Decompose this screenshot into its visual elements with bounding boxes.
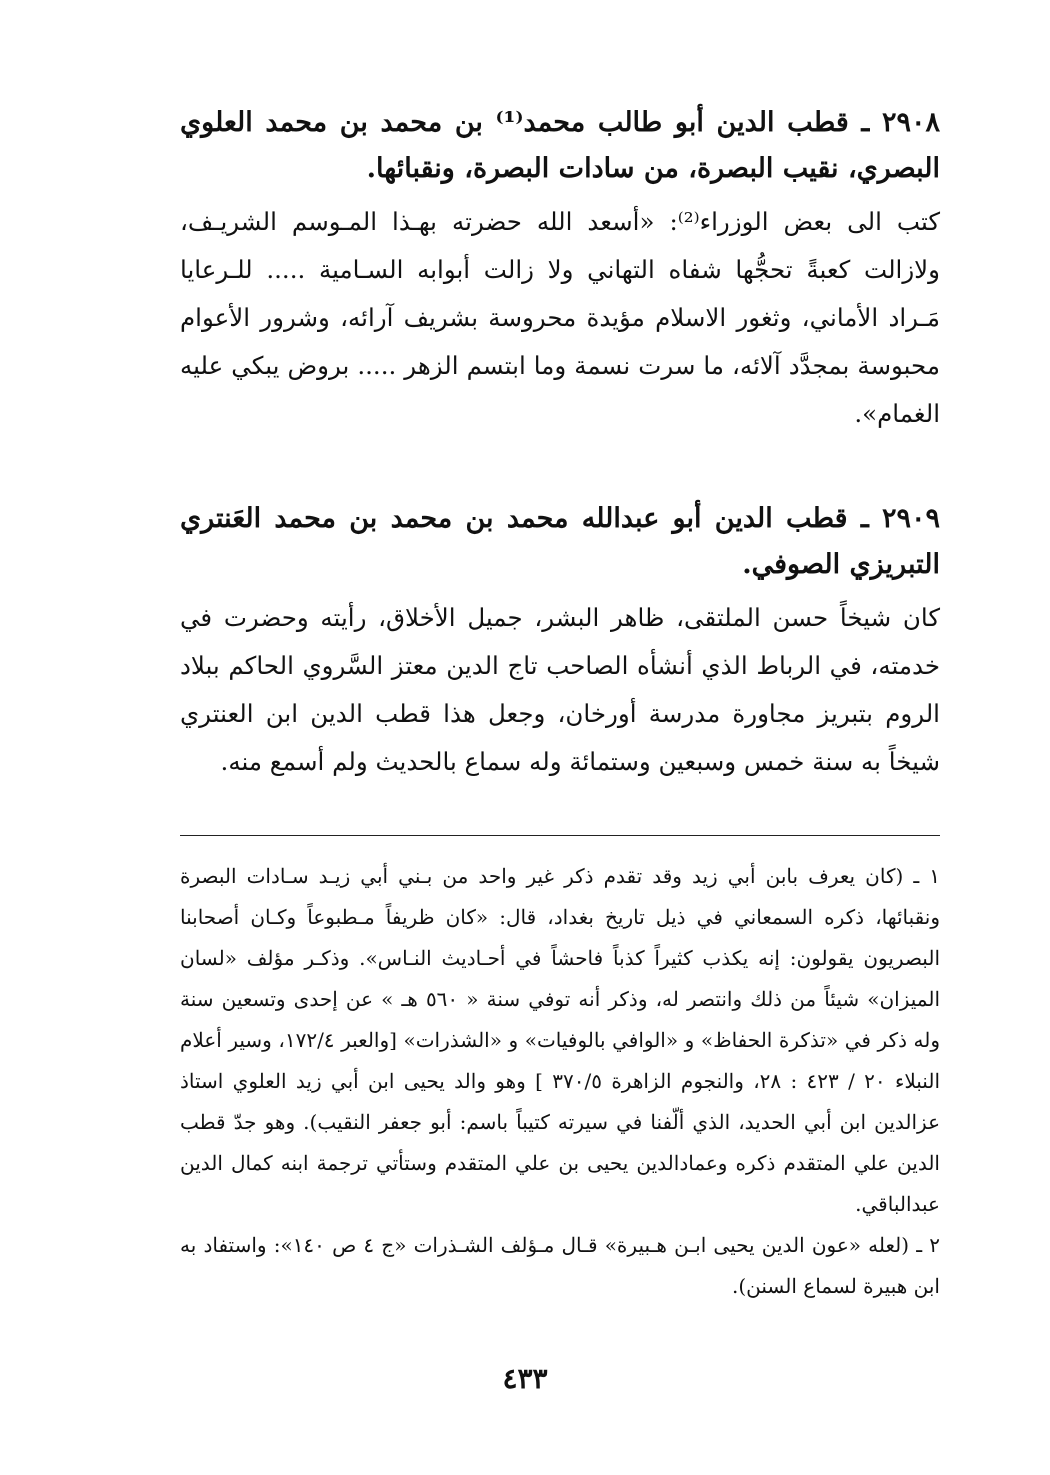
entry-title-2909: ٢٩٠٩ ـ قطب الدين أبو عبدالله محمد بن محمد بن محمد العَنتري التبريزي الصوفي. xyxy=(180,503,940,580)
entry-body-2908: كتب الى بعض الوزراء⁽²⁾: «أسعد الله حضرته بهـذا المـوسم الشريـف، ولازالت كعبةً تحجُّها شفاه التهاني ولا زالت أبوابه السـامية ..... للـرعايا مَـراد الأماني، وثغور الاسلام مؤيدة محروسة بشريف آرائه، وشرور الأعوام محبوسة بمجدَّد آلائه، ما سرت نسمة وما ابتسم الزهر ..... بروض يبكي عليه الغمام». xyxy=(180,207,941,428)
footnotes xyxy=(180,856,940,1307)
page-content xyxy=(180,100,940,786)
entry-title-2908: ٢٩٠٨ ـ قطب الدين أبو طالب محمد⁽¹⁾ بن محمد بن محمد العلوي البصري، نقيب البصرة، من سادات البصرة، ونقبائها. xyxy=(180,107,941,184)
page-number: ٤٣٣ xyxy=(502,1362,548,1395)
footnote-2: ٢ ـ (لعله «عون الدين يحيى ابـن هـبيرة» قـال مـؤلف الشـذرات «ج ٤ ص ١٤٠»: واستفاد به ابن هبيرة لسماع السنن). xyxy=(180,1233,940,1298)
footnote-1: ١ ـ (كان يعرف بابن أبي زيد وقد تقدم ذكر غير واحد من بـني أبي زيـد سـادات البصرة ونقبائها، ذكره السمعاني في ذيل تاريخ بغداد، قال: «كان ظريفاً مـطبوعاً وكـان أصحابنا البصريون يقولون: إنه يكذب كثيراً كذباً فاحشاً في أحـاديث النـاس». وذكـر مؤلف «لسان الميزان» شيئاً من ذلك وانتصر له، وذكر أنه توفي سنة « ٥٦٠ هـ » عن إحدى وتسعين سنة وله ذكر في «تذكرة الحفاظ» و «الوافي بالوفيات» و «الشذرات» [والعبر ١٧٢/٤، وسير أعلام النبلاء ٢٠ / ٤٢٣ : ٢٨، والنجوم الزاهرة ٣٧٠/٥ ] وهو والد يحيى ابن أبي زيد العلوي استاذ عزالدين ابن أبي الحديد، الذي ألّفنا في سيرته كتيباً باسم: أبو جعفر النقيب). وهو جدّ قطب الدين علي المتقدم ذكره وعمادالدين يحيى بن علي المتقدم وستأتي ترجمة ابنه كمال الدين عبدالباقي. xyxy=(180,864,941,1216)
footnote-divider xyxy=(180,835,940,836)
entry-body-2909: كان شيخاً حسن الملتقى، ظاهر البشر، جميل الأخلاق، رأيته وحضرت في خدمته، في الرباط الذي أنشأه الصاحب تاج الدين معتز السَّروي الحاكم ببلاد الروم بتبريز مجاورة مدرسة أورخان، وجعل هذا قطب الدين ابن العنتري شيخاً به سنة خمس وسبعين وستمائة وله سماع بالحديث ولم أسمع منه. xyxy=(180,603,940,776)
